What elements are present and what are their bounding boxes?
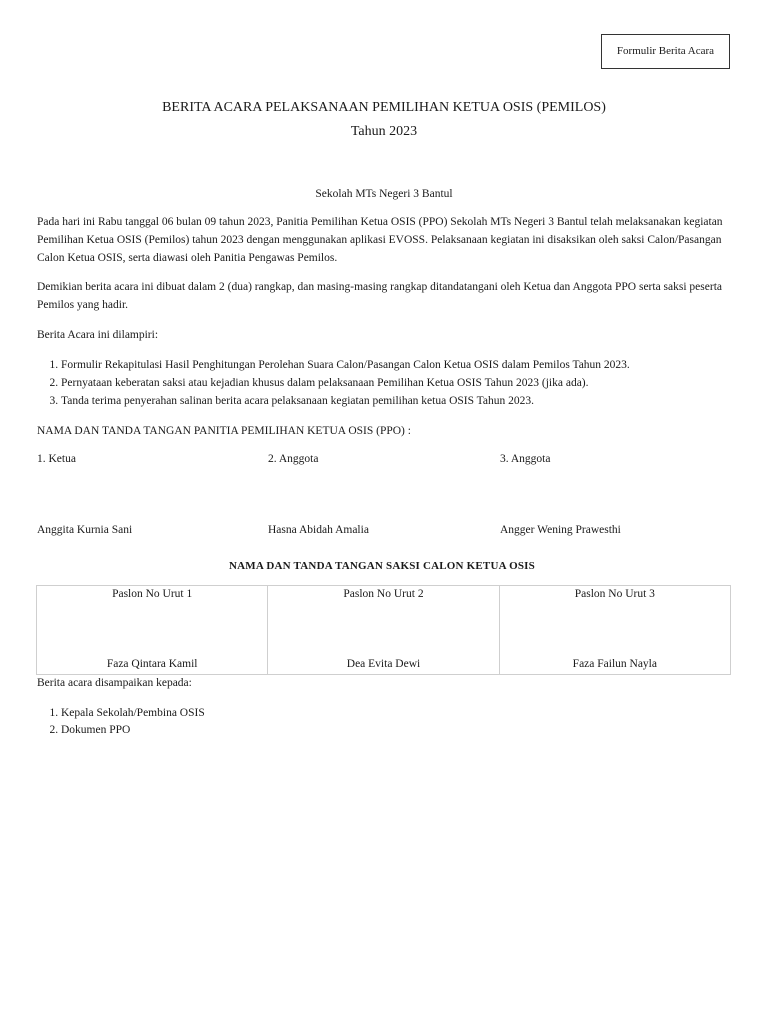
witness-heading: NAMA DAN TANDA TANGAN SAKSI CALON KETUA OSIS [229,559,535,572]
distribution-heading: Berita acara disampaikan kepada: [37,676,192,689]
list-item: 1. Formulir Rekapitulasi Hasil Penghitungan Perolehan Suara Calon/Pasangan Calon Ketua OSIS dalam Pemilos Tahun 2023. [61,357,727,375]
table-row [37,585,731,674]
witness-cell-3 [499,585,730,674]
form-type-label: Formulir Berita Acara [616,44,715,57]
ppo-roles-row [37,451,727,469]
list-item: 2. Pernyataan keberatan saksi atau kejadian khusus dalam pelaksanaan Pemilihan Ketua OSIS Tahun 2023 (jika ada). [61,375,727,393]
distribution-list [37,705,727,741]
paslon-label-3: Paslon No Urut 3 [574,587,655,600]
attachments-intro: Berita Acara ini dilampiri: [37,329,159,342]
title-year: Tahun 2023 [350,124,418,139]
paslon-name-3: Faza Failun Nayla [572,657,657,670]
school-name: Sekolah MTs Negeri 3 Bantul [315,188,453,200]
title-main: BERITA ACARA PELAKSANAAN PEMILIHAN KETUA OSIS (PEMILOS) [162,100,606,115]
copies-paragraph: Demikian berita acara ini dibuat dalam 2 (dua) rangkap, dan masing-masing rangkap ditandatangani oleh Ketua dan Anggota PPO serta saksi peserta Pemilos yang hadir. [37,281,722,312]
list-item: 2. Dokumen PPO [61,722,727,740]
ppo-names-row [37,522,727,540]
witness-table [36,585,731,675]
list-item: 1. Kepala Sekolah/Pembina OSIS [61,705,727,723]
ppo-signature-heading: NAMA DAN TANDA TANGAN PANITIA PEMILIHAN KETUA OSIS (PPO) : [37,425,411,438]
witness-cell-2 [268,585,499,674]
form-type-box [601,34,730,69]
paslon-name-1: Faza Qintara Kamil [106,657,198,670]
ppo-name-ketua: Anggita Kurnia Sani [37,523,133,536]
opening-paragraph: Pada hari ini Rabu tanggal 06 bulan 09 tahun 2023, Panitia Pemilihan Ketua OSIS (PPO) Sekolah MTs Negeri 3 Bantul telah melaksanakan kegiatan Pemilihan Ketua OSIS (Pemilos) tahun 2023 dengan menggunakan aplikasi EVOSS. Pelaksanaan kegiatan ini disaksikan oleh saksi Calon/Pasangan Calon Ketua OSIS, serta diawasi oleh Panitia Pengawas Pemilos. [37,216,723,264]
ppo-name-anggota-1: Hasna Abidah Amalia [268,523,369,536]
ppo-name-anggota-2: Angger Wening Prawesthi [500,523,621,536]
attachments-list [37,357,727,410]
paslon-name-2: Dea Evita Dewi [346,657,421,670]
paslon-label-1: Paslon No Urut 1 [112,587,193,600]
paslon-label-2: Paslon No Urut 2 [343,587,424,600]
witness-cell-1 [37,585,268,674]
ppo-role-anggota-2: 3. Anggota [500,453,551,466]
list-item: 3. Tanda terima penyerahan salinan berita acara pelaksanaan kegiatan pemilihan ketua OSIS Tahun 2023. [61,393,727,411]
ppo-role-anggota-1: 2. Anggota [268,453,319,466]
document-body [37,214,727,753]
document-title [0,96,768,144]
ppo-role-ketua: 1. Ketua [37,453,76,466]
